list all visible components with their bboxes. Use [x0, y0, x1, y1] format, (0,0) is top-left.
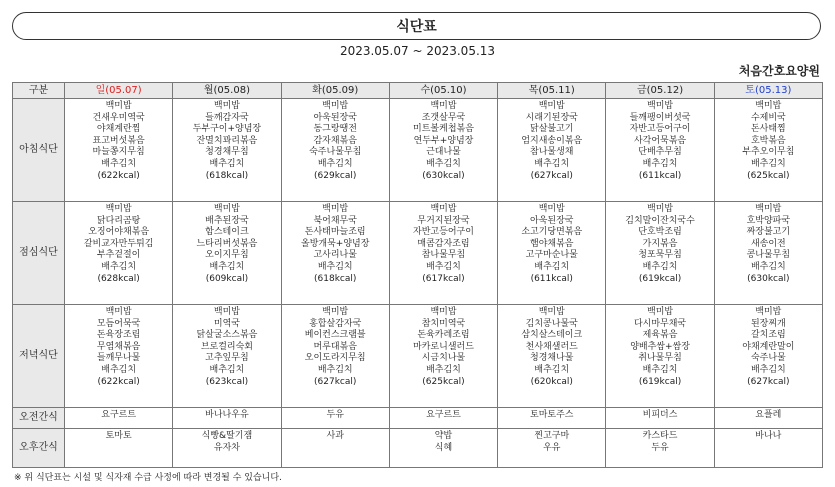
menu-item: 야채계란말이 — [742, 341, 795, 352]
header-day: 목(05.11) — [498, 83, 606, 99]
menu-cell — [173, 202, 281, 305]
menu-item: 김치콩나물국 — [525, 318, 578, 329]
menu-item: 시금치나물 — [421, 353, 466, 364]
menu-cell — [389, 429, 497, 468]
menu-item: 백미밥 — [322, 204, 349, 214]
menu-item: 양배추쌈+쌈장 — [630, 341, 690, 352]
menu-item: (627kcal) — [747, 376, 790, 387]
menu-item: 약밥 — [434, 431, 453, 441]
menu-item: 건새우미역국 — [92, 112, 145, 123]
menu-item: 청경채무침 — [205, 147, 249, 158]
menu-item: 취나물무침 — [638, 353, 682, 364]
menu-item: 김치말이잔치국수 — [625, 215, 695, 226]
menu-item: 북어채무국 — [313, 215, 357, 226]
menu-item: 백미밥 — [322, 307, 349, 317]
menu-item: 바나나우유 — [205, 410, 249, 420]
menu-cell — [65, 202, 173, 305]
menu-item: (625kcal) — [422, 376, 465, 387]
menu-item: 매콤감자조림 — [417, 238, 470, 249]
menu-item: 마카로니샐러드 — [413, 341, 474, 352]
header-day: 월(05.08) — [173, 83, 281, 99]
menu-item: 들깨팽이버섯국 — [629, 112, 691, 123]
row-label: 아침식단 — [13, 99, 65, 202]
menu-item: 찐고구마 — [534, 431, 570, 441]
menu-item: 모듬어묵국 — [96, 318, 141, 329]
menu-item: 올방개묵+양념장 — [301, 238, 370, 249]
menu-cell — [389, 202, 497, 305]
menu-item: 들깨무나물 — [96, 353, 141, 364]
menu-item: 새송이전 — [750, 238, 786, 249]
menu-item: 호박양파국 — [746, 215, 791, 226]
menu-item: 고사리나물 — [313, 250, 357, 261]
menu-item: 천사채샐러드 — [525, 341, 578, 352]
menu-item: 백미밥 — [647, 101, 674, 111]
menu-item: (627kcal) — [314, 376, 357, 387]
menu-cell — [714, 408, 822, 429]
breakfast-row — [13, 99, 823, 202]
menu-item: 닭다리곰탕 — [96, 215, 141, 226]
header-day: 화(05.09) — [281, 83, 389, 99]
menu-item: 바나나 — [755, 431, 782, 441]
menu-item: 오이도라지무침 — [304, 353, 366, 364]
menu-cell — [498, 408, 606, 429]
menu-item: 동그랑땡전 — [313, 124, 357, 135]
menu-item: 백미밥 — [755, 307, 782, 317]
menu-item: 사과 — [326, 431, 344, 441]
menu-cell — [714, 429, 822, 468]
menu-item: 호박볶음 — [750, 135, 786, 146]
menu-item: 브로컬리숙회 — [200, 341, 253, 352]
menu-item: 무염채볶음 — [96, 341, 141, 352]
menu-item: 배추김치 — [317, 158, 353, 169]
menu-item: (628kcal) — [97, 273, 140, 284]
menu-item: 베이컨스크램블 — [304, 330, 366, 341]
menu-item: 배추김치 — [209, 158, 245, 169]
header-day: 토(05.13) — [714, 83, 822, 99]
menu-item: 요구르트 — [426, 410, 461, 420]
menu-item: 표고버섯볶음 — [92, 135, 145, 146]
menu-cell — [281, 202, 389, 305]
organization-name: 처음간호요양원 — [738, 64, 820, 78]
menu-item: 배추김치 — [317, 261, 353, 272]
menu-item: 자반고등어구이 — [629, 124, 691, 135]
menu-cell — [173, 429, 281, 468]
menu-item: 배추김치 — [209, 364, 245, 375]
menu-item: 배추김치 — [209, 261, 245, 272]
menu-item: 다시마무채국 — [633, 318, 687, 329]
menu-item: 두부구이+양념장 — [192, 124, 262, 135]
menu-item: 고구마순나물 — [525, 250, 578, 261]
title-banner — [12, 12, 821, 40]
menu-item: 배추김치 — [642, 261, 678, 272]
menu-item: 배추김치 — [750, 261, 786, 272]
menu-item: 배추김치 — [101, 158, 137, 169]
row-label: 저녁식단 — [13, 305, 65, 408]
menu-item: 미역국 — [213, 318, 240, 329]
menu-item: 두유 — [326, 410, 344, 420]
menu-cell — [606, 202, 714, 305]
menu-item: (619kcal) — [638, 273, 682, 284]
menu-item: 고추잎무침 — [205, 353, 249, 364]
menu-cell — [606, 429, 714, 468]
menu-item: 식혜 — [434, 442, 453, 453]
menu-item: 백미밥 — [538, 101, 565, 111]
menu-cell — [498, 429, 606, 468]
menu-item: 백미밥 — [213, 204, 240, 214]
menu-item: (609kcal) — [205, 273, 249, 284]
menu-item: 단배추무침 — [638, 147, 682, 158]
menu-item: 돈육카레조림 — [417, 330, 470, 341]
menu-item: 시래기된장국 — [525, 112, 578, 123]
menu-cell — [281, 429, 389, 468]
menu-item: 카스타드 — [642, 431, 678, 441]
menu-item: 부추겉절이 — [96, 250, 141, 261]
menu-cell — [714, 305, 822, 408]
menu-item: 오징어야채볶음 — [88, 227, 150, 238]
menu-item: 소고기당면볶음 — [521, 227, 583, 238]
menu-item: 배추김치 — [426, 364, 461, 375]
menu-item: (611kcal) — [530, 273, 573, 284]
menu-item: 백미밥 — [105, 101, 132, 111]
menu-item: 요플레 — [755, 410, 782, 420]
menu-item: 함스테이크 — [205, 227, 249, 238]
menu-item: 감자채볶음 — [313, 135, 357, 146]
menu-item: 배추된장국 — [205, 215, 249, 226]
menu-item: 사각어묵볶음 — [633, 135, 687, 146]
menu-item: 참나물무침 — [421, 250, 466, 261]
menu-item: 조갯살무국 — [421, 112, 466, 123]
menu-cell — [65, 99, 173, 202]
am_snack-row — [13, 408, 823, 429]
menu-cell — [65, 408, 173, 429]
menu-item: 가지볶음 — [642, 238, 678, 249]
menu-item: (611kcal) — [638, 170, 682, 181]
menu-item: 돈사태마늘조림 — [304, 227, 366, 238]
menu-item: (625kcal) — [747, 170, 790, 181]
menu-item: 배추김치 — [101, 261, 137, 272]
menu-item: 배추김치 — [534, 158, 570, 169]
menu-item: 백미밥 — [322, 101, 349, 111]
menu-item: 참치미역국 — [421, 318, 466, 329]
menu-cell — [606, 99, 714, 202]
menu-item: 돈육장조림 — [96, 330, 141, 341]
menu-item: 마늘쫑지무침 — [92, 147, 145, 158]
menu-cell — [714, 202, 822, 305]
menu-cell — [65, 305, 173, 408]
menu-item: 닭살불고기 — [530, 124, 574, 135]
menu-item: (623kcal) — [205, 376, 249, 387]
menu-item: (618kcal) — [314, 273, 357, 284]
menu-item: 참나물생채 — [530, 147, 574, 158]
menu-item: 배추김치 — [642, 158, 678, 169]
menu-item: (620kcal) — [530, 376, 573, 387]
menu-cell — [389, 408, 497, 429]
menu-cell — [65, 429, 173, 468]
menu-item: 돈사태찜 — [750, 124, 786, 135]
menu-item: (619kcal) — [638, 376, 682, 387]
menu-item: 부추오이무침 — [742, 147, 795, 158]
menu-item: 백미밥 — [755, 101, 782, 111]
menu-item: 삼치살스테이크 — [521, 330, 583, 341]
menu-item: 배추김치 — [534, 364, 570, 375]
menu-item: 배추김치 — [750, 364, 786, 375]
menu-item: 배추김치 — [317, 364, 353, 375]
menu-item: 백미밥 — [213, 101, 240, 111]
menu-item: 요구르트 — [101, 410, 137, 420]
menu-item: 잔멸치꽈리볶음 — [196, 135, 258, 146]
menu-item: 두유 — [651, 442, 669, 453]
menu-cell — [173, 408, 281, 429]
menu-item: (629kcal) — [314, 170, 357, 181]
menu-item: 홍합살감자국 — [309, 318, 362, 329]
menu-item: 닭살굴소스볶음 — [196, 330, 258, 341]
menu-item: 제육볶음 — [642, 330, 678, 341]
menu-item: 자반고등어구이 — [413, 227, 474, 238]
menu-item: 아욱된장국 — [530, 215, 574, 226]
menu-item: 배추김치 — [534, 261, 570, 272]
menu-item: 백미밥 — [430, 204, 457, 214]
menu-item: 야채계란찜 — [96, 124, 141, 135]
menu-item: 백미밥 — [105, 307, 132, 317]
menu-item: 토마토주스 — [530, 410, 574, 420]
menu-item: 식빵&딸기잼 — [201, 431, 253, 441]
date-range: 2023.05.07 ~ 2023.05.13 — [339, 44, 496, 58]
menu-item: 미트볼케첩볶음 — [413, 124, 474, 135]
menu-item: 갈치조림 — [750, 330, 786, 341]
menu-item: 우유 — [543, 442, 561, 453]
menu-item: (630kcal) — [747, 273, 790, 284]
menu-cell — [281, 305, 389, 408]
menu-item: 유자차 — [213, 442, 240, 453]
menu-item: 무거지된장국 — [417, 215, 470, 226]
menu-cell — [389, 99, 497, 202]
menu-item: 짜장불고기 — [746, 227, 791, 238]
header-day: 수(05.10) — [389, 83, 497, 99]
menu-item: 백미밥 — [538, 204, 565, 214]
menu-item: 된장찌개 — [750, 318, 786, 329]
menu-item: 토마토 — [105, 431, 132, 441]
menu-cell — [498, 99, 606, 202]
header-day: 일(05.07) — [65, 83, 173, 99]
menu-item: 근대나물 — [426, 147, 461, 158]
row-label: 오후간식 — [13, 429, 65, 468]
menu-item: 들깨감자국 — [205, 112, 249, 123]
menu-item: 엄지새송이볶음 — [521, 135, 583, 146]
menu-item: 숙주나물무침 — [309, 147, 362, 158]
menu-item: 숙주나물 — [750, 353, 786, 364]
footnote: ※ 위 식단표는 시설 및 식자재 수급 사정에 따라 변경될 수 있습니다. — [14, 473, 282, 483]
menu-item: 청경채나물 — [530, 353, 574, 364]
menu-item: 백미밥 — [430, 101, 457, 111]
menu-item: 단호박조림 — [638, 227, 682, 238]
menu-item: (617kcal) — [422, 273, 465, 284]
menu-cell — [498, 305, 606, 408]
menu-item: (618kcal) — [205, 170, 249, 181]
header-day: 금(05.12) — [606, 83, 714, 99]
menu-item: 콩나물무침 — [746, 250, 791, 261]
pm_snack-row — [13, 429, 823, 468]
menu-item: 청포묵무침 — [638, 250, 682, 261]
menu-item: 배추김치 — [642, 364, 678, 375]
menu-item: 햄야채볶음 — [530, 238, 574, 249]
menu-cell — [606, 305, 714, 408]
menu-cell — [281, 408, 389, 429]
lunch-row — [13, 202, 823, 305]
menu-cell — [606, 408, 714, 429]
menu-item: 백미밥 — [755, 204, 782, 214]
dinner-row — [13, 305, 823, 408]
row-label: 점심식단 — [13, 202, 65, 305]
menu-item: 느타리버섯볶음 — [196, 238, 258, 249]
menu-item: 비피더스 — [642, 410, 678, 420]
menu-item: 백미밥 — [105, 204, 132, 214]
menu-item: (630kcal) — [422, 170, 465, 181]
menu-item: 백미밥 — [430, 307, 457, 317]
menu-item: (622kcal) — [97, 376, 140, 387]
header-label: 구분 — [13, 83, 65, 99]
menu-item: 아욱된장국 — [313, 112, 357, 123]
menu-cell — [173, 99, 281, 202]
row-label: 오전간식 — [13, 408, 65, 429]
menu-item: 배추김치 — [750, 158, 786, 169]
menu-item: (627kcal) — [530, 170, 573, 181]
menu-cell — [281, 99, 389, 202]
menu-item: 연두부+양념장 — [413, 135, 474, 146]
menu-item: 배추김치 — [426, 261, 461, 272]
menu-cell — [498, 202, 606, 305]
menu-cell — [173, 305, 281, 408]
header-row — [13, 83, 823, 99]
menu-cell — [389, 305, 497, 408]
menu-cell — [714, 99, 822, 202]
menu-item: 수제비국 — [750, 112, 786, 123]
menu-item: 백미밥 — [647, 307, 674, 317]
menu-item: 배추김치 — [101, 364, 137, 375]
menu-item: 배추김치 — [426, 158, 461, 169]
menu-item: 백미밥 — [213, 307, 240, 317]
menu-item: (622kcal) — [97, 170, 140, 181]
menu-item: 머루대볶음 — [313, 341, 357, 352]
menu-item: 백미밥 — [647, 204, 674, 214]
menu-item: 백미밥 — [538, 307, 565, 317]
menu-item: 오이지무침 — [205, 250, 249, 261]
menu-table — [12, 82, 823, 468]
menu-item: 갈비교자만두튀김 — [83, 238, 154, 249]
page-title: 식단표 — [396, 19, 437, 35]
